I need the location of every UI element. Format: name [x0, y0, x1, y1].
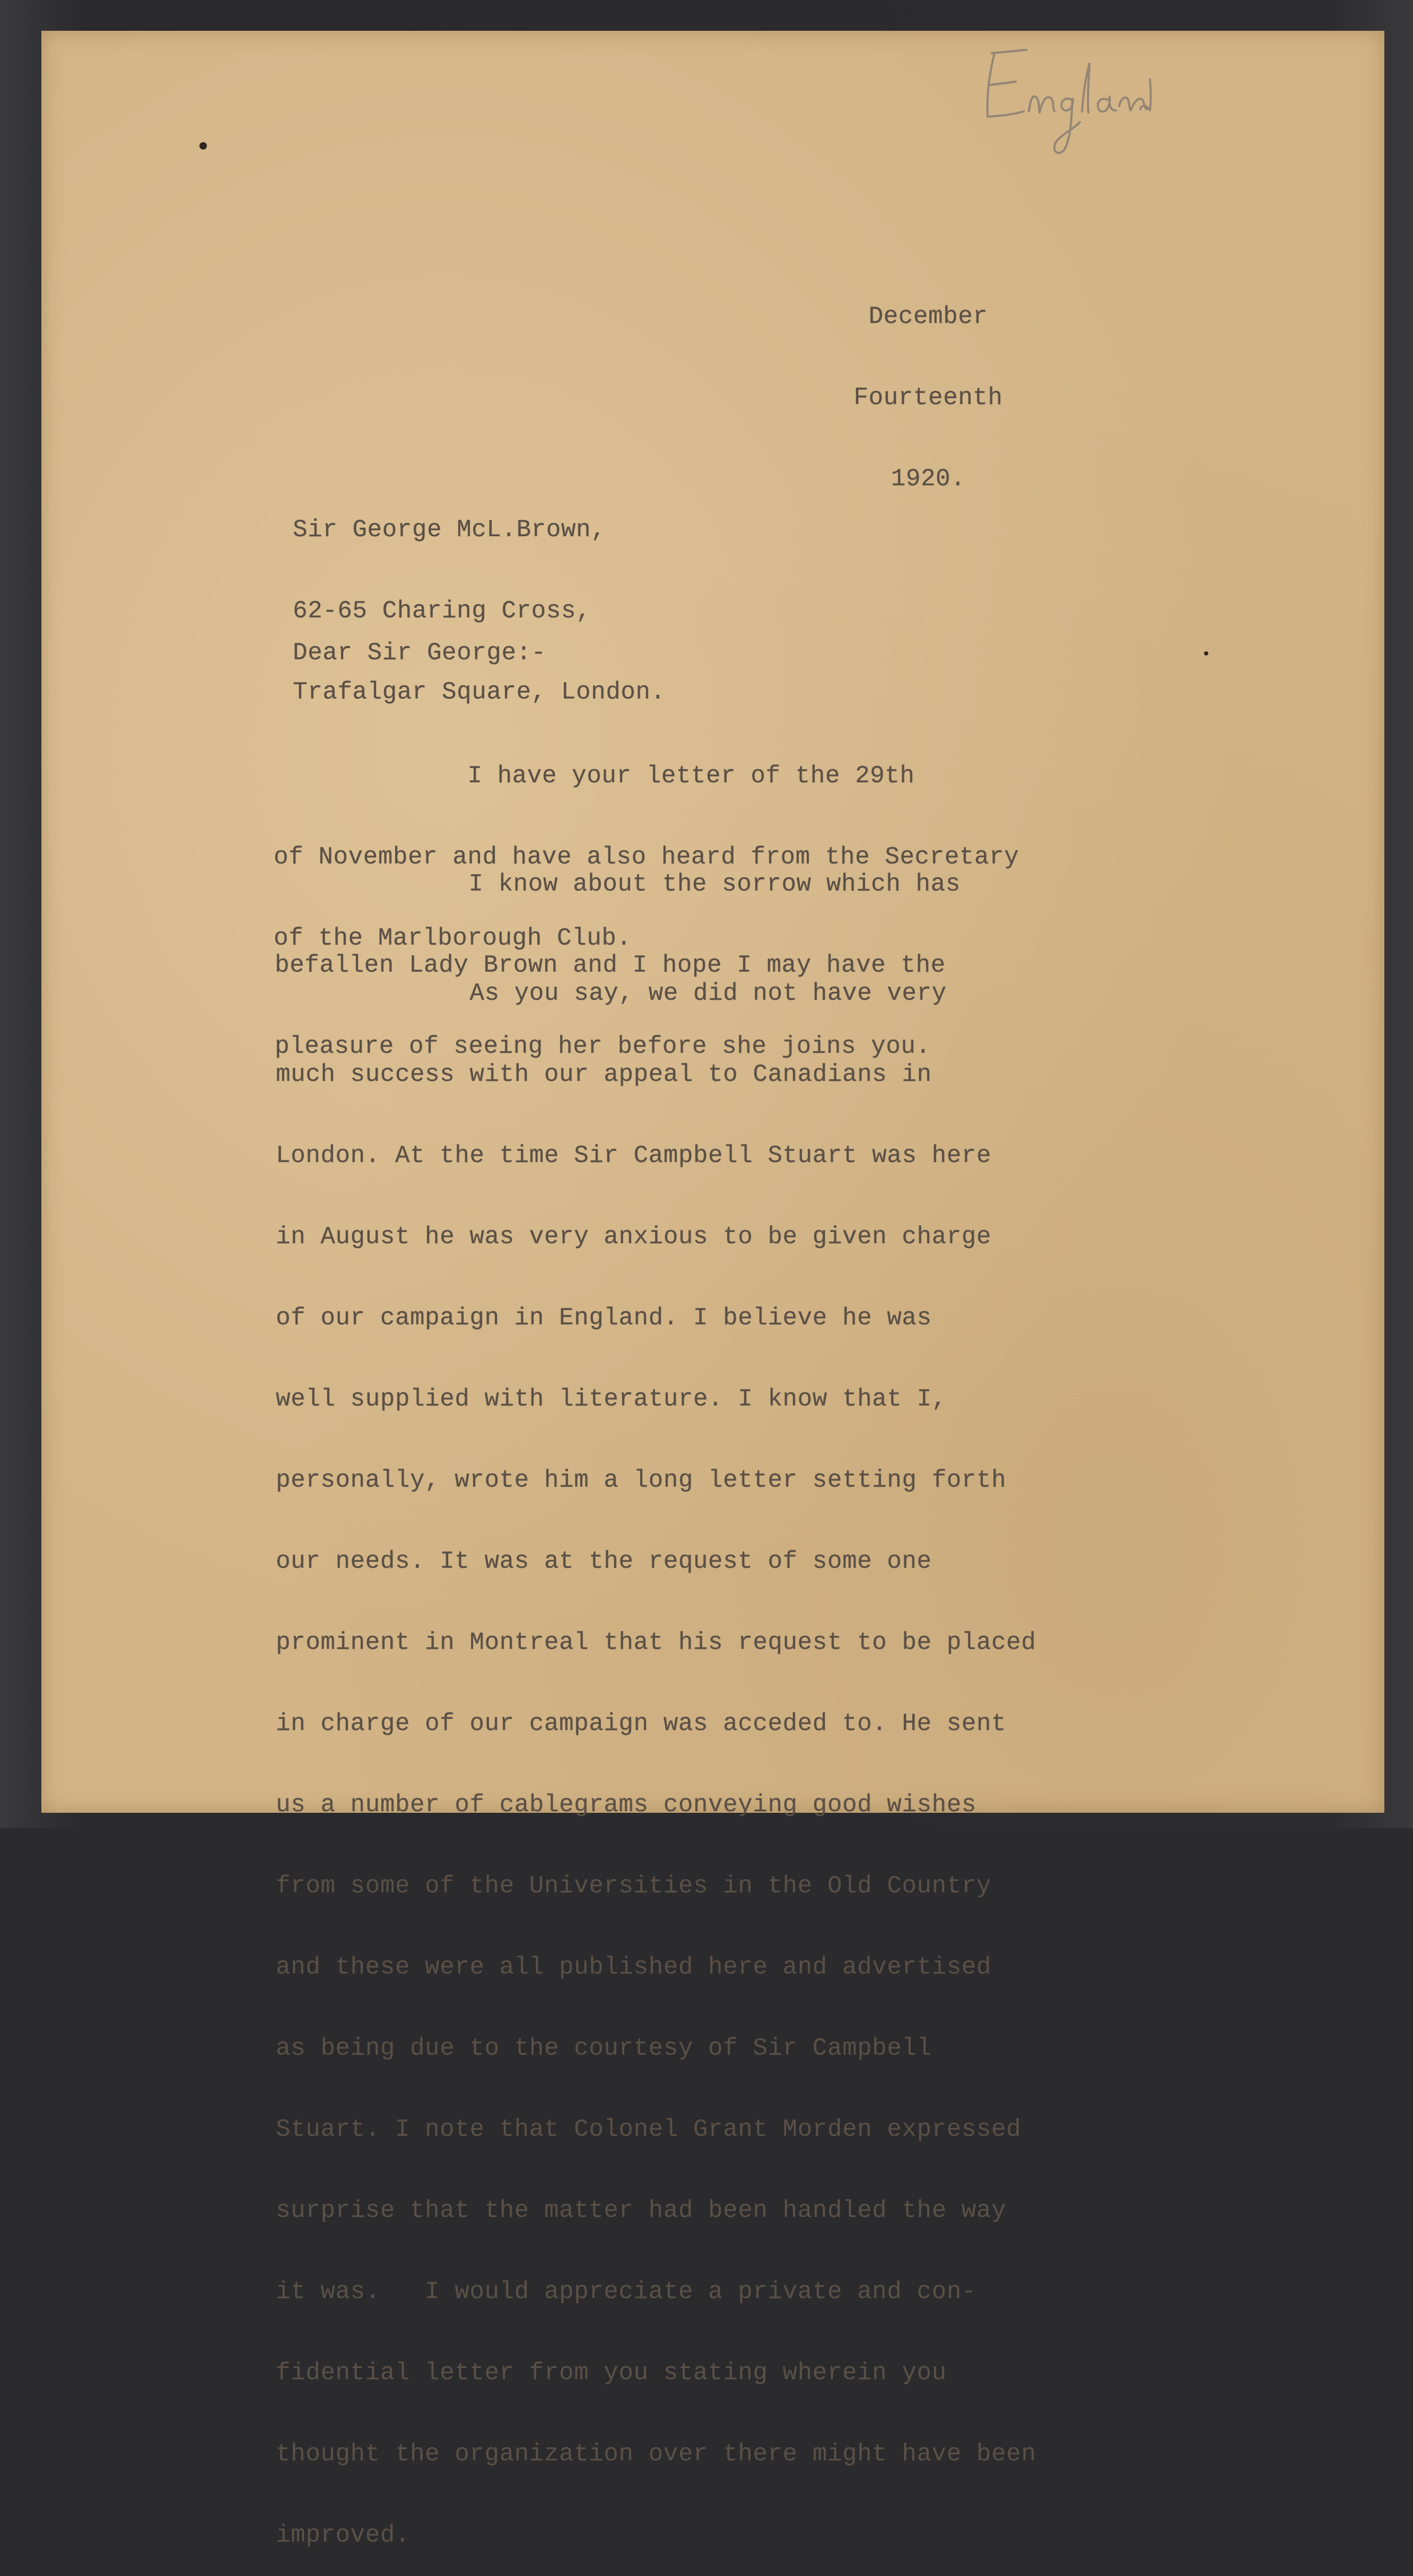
paragraph-line: improved. — [276, 2521, 410, 2549]
paragraph-line: of our campaign in England. I believe he was — [276, 1304, 932, 1332]
handwritten-annotation — [939, 37, 1162, 164]
paragraph-line: in August he was very anxious to be given charge — [276, 1223, 992, 1251]
paragraph-line: pleasure of seeing her before she joins you. — [275, 1033, 931, 1060]
paragraph-line: and these were all published here and advertised — [276, 1953, 992, 1981]
letter-date — [817, 249, 1040, 520]
ink-speck — [199, 142, 207, 150]
date-year: 1920. — [891, 465, 966, 493]
paragraph-line: personally, wrote him a long letter setting forth — [276, 1466, 1007, 1494]
salutation: Dear Sir George:- — [293, 639, 546, 667]
paragraph-line: befallen Lady Brown and I hope I may have the — [275, 951, 946, 979]
paragraph-line: us a number of cablegrams conveying good wishes — [276, 1791, 976, 1819]
paragraph-line: from some of the Universities in the Old Country — [276, 1872, 992, 1900]
paragraph-line: well supplied with literature. I know that I, — [276, 1385, 947, 1413]
paragraph-line: in charge of our campaign was acceded to. He sent — [276, 1710, 1007, 1737]
ink-speck — [1204, 651, 1208, 656]
paragraph-line: I know about the sorrow which has — [275, 870, 961, 898]
paragraph-line: of November and have also heard from the Secretary — [274, 843, 1019, 871]
paragraph-line: much success with our appeal to Canadians in — [276, 1061, 932, 1088]
recipient-address — [293, 462, 666, 733]
paragraph-line: as being due to the courtesy of Sir Campbell — [276, 2034, 932, 2062]
paragraph-line: our needs. It was at the request of some one — [276, 1548, 932, 1575]
recipient-street: 62-65 Charing Cross, — [293, 597, 591, 625]
paragraph-line: prominent in Montreal that his request to be placed — [276, 1629, 1036, 1656]
date-month: December — [868, 303, 988, 330]
paragraph-line: fidential letter from you stating wherein you — [276, 2359, 947, 2387]
recipient-city: Trafalgar Square, London. — [293, 678, 666, 706]
date-day: Fourteenth — [853, 384, 1003, 412]
paragraph-line: London. At the time Sir Campbell Stuart was here — [276, 1142, 992, 1169]
paragraph-line: thought the organization over there might have been — [276, 2440, 1036, 2468]
paragraph-line: As you say, we did not have very — [276, 980, 947, 1007]
paragraph-line: I have your letter of the 29th — [274, 762, 915, 790]
paragraph-line: surprise that the matter had been handled the way — [276, 2197, 1007, 2224]
paragraph-3 — [276, 926, 1036, 2576]
recipient-name: Sir George McL.Brown, — [293, 516, 606, 544]
paragraph-line: Stuart. I note that Colonel Grant Morden expressed — [276, 2116, 1022, 2143]
paragraph-line: it was. I would appreciate a private and con- — [276, 2278, 976, 2306]
paragraph-line: of the Marlborough Club. — [274, 924, 632, 952]
